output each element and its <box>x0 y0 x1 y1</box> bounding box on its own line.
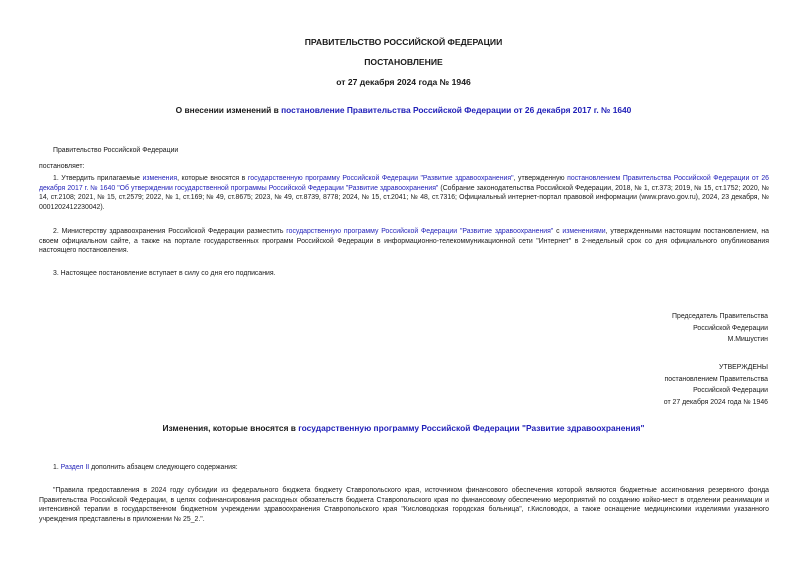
approved-line-4: от 27 декабря 2024 года № 1946 <box>663 398 768 406</box>
p2-link-program[interactable]: государственную программу Российской Федерации "Развитие здравоохранения" <box>286 228 554 235</box>
paragraph-1 <box>39 174 769 212</box>
p1-text-d: (Собрание законодательства Российской Федерации, 2018, № 1, ст.373; 2019, № 15, ст.1752; 2020, № 14, ст.2108; 2021, № 15, ст.2579; 2022, № 1, ст.169; № 49, ст.8675; 2023, № 49, ст.8739, 8778; 2024, № 15, ст.2041; № 48, ст.7316; Официальный интернет-портал правовой информации (www.pravo.gov.ru), 2024, 23 декабря, № 0001202412230042). <box>39 184 769 211</box>
p1-text-b: , которые вносятся в <box>177 175 248 182</box>
changes-title-prefix: Изменения, которые вносятся в <box>162 423 299 433</box>
item1-text-a: 1. <box>53 464 61 471</box>
signature-line-2: Российской Федерации <box>693 324 768 332</box>
title-prefix: О внесении изменений в <box>175 105 282 115</box>
p2-text-a: 2. Министерству здравоохранения Российской Федерации разместить <box>53 228 287 235</box>
signature-line-1: Председатель Правительства <box>672 313 768 320</box>
gov-label: Правительство Российской Федерации <box>53 147 179 154</box>
p2-text-c: , утвержденными настоящим постановлением, на своем официальном сайте, а также на портале государственных программ Российской Федерации в информационно-телекоммуникационной сети "Интернет" в 2-недельный срок со дня официального опубликования настоящего постановления. <box>39 228 769 255</box>
approved-line-2: постановлением Правительства <box>664 375 768 383</box>
date-number: от 27 декабря 2024 года № 1946 <box>336 77 471 87</box>
paragraph-2 <box>39 227 769 256</box>
p1-text-c: , утвержденную <box>513 175 568 182</box>
item1-text-b: дополнить абзацем следующего содержания: <box>89 464 238 471</box>
p1-text-a: 1. Утвердить прилагаемые <box>53 175 143 182</box>
decides-label: постановляет: <box>39 163 85 170</box>
approved-block <box>664 362 768 408</box>
org-heading: ПРАВИТЕЛЬСТВО РОССИЙСКОЙ ФЕДЕРАЦИИ <box>304 37 503 47</box>
doc-type-heading: ПОСТАНОВЛЕНИЕ <box>364 57 443 67</box>
document-title <box>0 105 807 115</box>
approved-line-3: Российской Федерации <box>693 387 768 394</box>
paragraph-3: 3. Настоящее постановление вступает в силу со дня его подписания. <box>53 270 276 277</box>
p1-link-changes[interactable]: изменения <box>142 175 178 182</box>
changes-item-1 <box>53 463 238 473</box>
approved-line-1: УТВЕРЖДЕНЫ <box>719 364 768 371</box>
changes-quote: "Правила предоставления в 2024 году субсидии из федерального бюджета бюджету Ставропольского края, источником финансового обеспечения которой являются бюджетные ассигнования резервного фонда Правительства Российской Федерации, в целях софинансирования расходных обязательств бюджета Ставропольского края по финансовому обеспечению мероприятий по созданию койко-мест в отделении реанимации и интенсивной терапии в государственном бюджетном учреждении здравоохранения Ставропольского края "Кисловодская городская больница", г.Кисловодск, а также оснащение медицинскими изделиями указанного учреждения представлены в приложении № 25_2.". <box>39 487 769 523</box>
changes-title <box>0 423 807 433</box>
title-link[interactable]: постановление Правительства Российской Федерации от 26 декабря 2017 г. № 1640 <box>281 105 632 115</box>
p2-text-b: с <box>553 228 563 235</box>
signature-name: М.Мишустин <box>727 336 768 343</box>
p1-link-resolution[interactable]: постановлением Правительства Российской Федерации от 26 декабря 2017 г. № 1640 "Об утверждении государственной программы Российской Федерации "Развитие здравоохранения" <box>39 175 769 192</box>
p2-link-changes[interactable]: изменениями <box>562 228 606 235</box>
changes-title-link[interactable]: государственную программу Российской Федерации "Развитие здравоохранения" <box>298 423 645 433</box>
p1-link-program[interactable]: государственную программу Российской Федерации "Развитие здравоохранения" <box>247 175 514 182</box>
item1-link-section[interactable]: Раздел II <box>60 464 90 471</box>
signature-block <box>672 311 768 346</box>
